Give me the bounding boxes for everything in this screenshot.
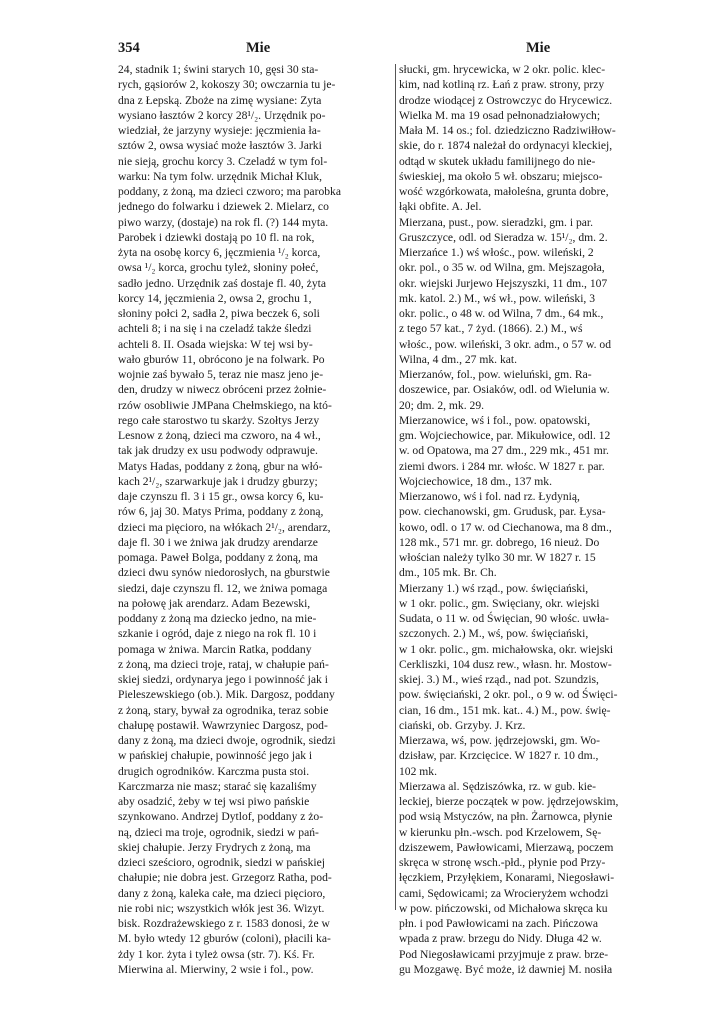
text-line: 20; dm. 2, mk. 29. [399, 398, 485, 412]
text-line: owsa ¹/₂ korca, grochu tyleż, słoniny połeć, [118, 261, 319, 275]
text-line: w pańskiej chałupie, powinność jego jak i [118, 749, 313, 763]
text-line: Mierzawa, wś, pow. jędrzejowski, gm. Wo- [399, 734, 600, 747]
text-line: Pieleszewskiego (ob.). Mik. Dargosz, poddany [118, 688, 335, 702]
text-line: łąki obfite. A. Jel. [399, 200, 482, 214]
header-keyword-left: Mie [246, 40, 271, 56]
text-line: Karczmarza nie masz; starać się kazaliśmy [118, 779, 317, 793]
text-line: okr. pol., o 35 w. od Wilna, gm. Mejszagoła, [399, 261, 605, 275]
text-line: piwo warzy, (dostaje) na rok fl. (?) 144 myta. [118, 215, 329, 229]
text-line: słucki, gm. hrycewicka, w 2 okr. polic. klec- [399, 63, 606, 76]
text-line: dzieci sześcioro, ogrodnik, siedzi w pańskiej [118, 856, 326, 869]
text-line: w pow. pińczowski, od Michałowa skręca ku [399, 901, 608, 915]
text-line: wpada z praw. brzegu do Nidy. Długa 42 w. [399, 932, 602, 946]
text-line: rzów osobliwie JMPana Chełmskiego, na któ- [118, 398, 332, 412]
text-line: skiej chałupie. Jerzy Frydrych z żoną, ma [118, 840, 311, 854]
text-line: tak jak drudzy ex usu podwody odprawuje. [118, 444, 318, 458]
text-line: w 1 okr. polic., gm. Swięciany, okr. wiejski [399, 596, 600, 610]
text-line: wojnie zaś bywało 5, teraz nie masz jeno je- [118, 368, 324, 381]
text-line: den, drudzy w niwecz obróceni przez żołnie- [118, 383, 327, 397]
text-line: w. od Opatowa, ma 27 dm., 229 mk., 451 mr. [399, 444, 609, 458]
text-line: korcy 14, jęczmienia 2, owsa 2, grochu 1, [118, 291, 312, 305]
text-line: na połowę jak arendarz. Adam Bezewski, [118, 596, 311, 610]
text-line: skręca w stronę wsch.-płd., płynie pod Przy- [399, 856, 606, 869]
text-line: Mała M. 14 os.; fol. dziedziczno Radziwiłłow- [399, 124, 616, 137]
text-line: daje czynszu fl. 3 i 15 gr., owsa korcy 6, ku- [118, 490, 324, 503]
left-text-column [118, 62, 392, 977]
text-line: jednego do folwarku i dziewek 2. Mielarz, co [118, 200, 329, 214]
text-line: dany z żoną, kaleka całe, ma dzieci pięcioro, [118, 886, 326, 900]
text-line: szynkowano. Andrzej Dytlof, poddany z żo- [118, 810, 324, 824]
text-line: rego całe starostwo tu skarży. Szołtys Jerzy [118, 413, 320, 427]
text-line: słoniny połci 2, sadła 2, piwa beczek 6, soli [118, 307, 320, 320]
text-line: Parobek i dziewki dostają po 10 fl. na rok, [118, 230, 315, 244]
text-line: kowo, odl. o 17 w. od Ciechanowa, ma 8 dm., [399, 520, 612, 534]
text-line: rych, gąsiorów 2, kokoszy 30; owczarnia tu je- [118, 78, 336, 92]
text-line: wość wzgórkowata, małoleśna, grunta dobre, [399, 185, 609, 198]
text-line: Mierwina al. Mierwiny, 2 wsie i fol., pow. [118, 962, 314, 976]
text-line: skiej. 3.) M., wieś rząd., nad pot. Szundzis, [399, 673, 599, 686]
text-line: kim, nad kotliną rz. Łań z praw. strony, przy [399, 78, 605, 92]
text-line: wało gburów 11, obrócono je na folwark. Po [118, 352, 325, 366]
text-line: warku: Na tym folw. urzędnik Michał Kluk, [118, 169, 323, 183]
text-line: Mierzany 1.) wś rząd., pow. święciański, [399, 581, 589, 595]
text-line: doszewice, par. Osiaków, odl. od Wielunia w. [399, 383, 610, 397]
text-line: gu Mozgawę. Być może, iż dawniej M. nosiła [399, 962, 613, 976]
text-line: achteli 8; i na się i na czeladź także śledzi [118, 322, 312, 336]
text-line: rów 6, jaj 30. Matys Prima, poddany z żoną, [118, 505, 324, 519]
text-line: szkanie i ogród, daje z niego na rok fl. 10 i [118, 627, 317, 641]
text-line: dna z Łepską. Zboże na zimę wysiane: Zyta [118, 93, 322, 107]
text-line: pow. święciański, 2 okr. pol., o 9 w. od Święci- [399, 688, 618, 702]
text-line: dzieci dwu synów niedorosłych, na gburstwie [118, 566, 330, 580]
text-line: Sudata, o 11 w. od Święcian, 90 włośc. uwła- [399, 612, 610, 625]
text-line: cian, 16 dm., 151 mk. kat.. 4.) M., pow. świę- [399, 703, 611, 717]
text-line: chałupę postawił. Wawrzyniec Dargosz, pod- [118, 718, 328, 732]
text-line: chałupie; nie dobra jest. Grzegorz Ratha, pod- [118, 871, 332, 885]
text-line: świeskiej, ma około 5 wł. obszaru; miejsco- [399, 169, 603, 183]
text-line: mk. katol. 2.) M., wś wł., pow. wileński, 3 [399, 291, 596, 305]
text-line: w 1 okr. polic., gm. michałowska, okr. wiejski [399, 642, 614, 656]
text-line: kach 2¹/₂, szarwarkuje jak i drudzy gburzy; [118, 474, 318, 488]
text-line: łęczkiem, Przyłękiem, Konarami, Niegosławi- [399, 871, 615, 885]
text-line: dziszewem, Pawłowicami, Mierzawą, poczem [399, 840, 614, 854]
text-line: żyta na osobę korcy 6, jęczmienia ¹/₂ korca, [118, 246, 321, 259]
text-line: pomaga w żniwa. Marcin Ratka, poddany [118, 642, 312, 656]
text-line: Mierzanowice, wś i fol., pow. opatowski, [399, 413, 591, 427]
text-line: 24, stadnik 1; świni starych 10, gęsi 30 sta- [118, 63, 319, 76]
text-line: Wilna, 4 dm., 27 mk. kat. [399, 352, 518, 366]
text-line: płn. i pod Pawłowicami na zach. Pińczowa [399, 917, 598, 930]
text-line: okr. wiejski Jurjewo Hejszyszki, 11 dm., 107 [399, 276, 608, 290]
text-line: M. było wtedy 12 gburów (coloni), płacili ka- [118, 932, 331, 946]
text-line: drugich ogrodników. Karczma pusta stoi. [118, 764, 310, 778]
text-line: 102 mk. [399, 764, 438, 778]
text-line: daje fl. 30 i we żniwa jak drudzy arendarze [118, 535, 318, 549]
text-line: okr. polic., o 48 w. od Wilna, 7 dm., 64 mk., [399, 307, 604, 320]
header-keyword-right: Mie [526, 40, 551, 56]
text-line: Wielka M. ma 19 osad pełnonadziałowych; [399, 108, 601, 122]
text-line: dzisław, par. Krzcięcice. W 1827 r. 10 dm., [399, 749, 599, 763]
text-line: gm. Wojciechowice, par. Mikułowice, odl. 12 [399, 429, 611, 442]
text-line: poddany z żoną ma dziecko jedno, na mie- [118, 612, 317, 625]
text-line: szczonych. 2.) M., wś, pow. święciański, [399, 627, 589, 641]
text-line: wiedział, że jarzyny wysieje: jęczmienia ła- [118, 124, 321, 137]
text-line: Gruszczyce, odl. od Sieradza w. 15¹/₂, dm. 2. [399, 230, 608, 244]
text-line: Mierzawa al. Sędziszówka, rz. w gub. kie- [399, 779, 597, 793]
text-line: włośc., pow. wileński, 3 okr. adm., o 57 w. od [399, 337, 611, 351]
text-line: pow. ciechanowski, gm. Grudusk, par. Łysa- [399, 505, 606, 519]
text-line: wysiano łasztów 2 korcy 28¹/₂. Urzędnik po- [118, 108, 326, 122]
text-line: siedzi, daje czynszu fl. 12, we żniwa pomaga [118, 581, 328, 595]
text-line: z tego 57 kat., 7 żyd. (1866). 2.) M., wś [399, 322, 583, 336]
text-line: sztów 2, owsa wysiać może łasztów 3. Jarki [118, 139, 322, 153]
text-line: ną, dzieci ma troje, ogrodnik, siedzi w pań- [118, 825, 319, 839]
text-line: poddany, z żoną, ma dzieci czworo; ma parobka [118, 185, 341, 198]
text-line: pomaga. Paweł Bolga, poddany z żoną, ma [118, 551, 318, 564]
text-line: drodze wiodącej z Ostrowczyc do Hrycewicz. [399, 93, 613, 107]
text-line: sadło jedno. Urzędnik zaś dostaje fl. 40, żyta [118, 276, 326, 290]
text-line: skie, do r. 1874 należał do ordynacyi kleckiej, [399, 139, 613, 153]
text-line: Mierzanów, fol., pow. wieluński, gm. Ra- [399, 368, 592, 381]
text-line: Mierzana, pust., pow. sieradzki, gm. i par. [399, 215, 594, 229]
text-line: dzieci ma pięcioro, na włókach 2¹/₂, arendarz, [118, 520, 331, 534]
text-line: Cerkliszki, 104 dusz rew., własn. hr. Mostow- [399, 657, 612, 671]
text-line: bisk. Rozdrażewskiego z r. 1583 donosi, że w [118, 917, 330, 930]
page-number: 354 [118, 40, 140, 56]
text-line: ziemi dwors. i 284 mr. włośc. W 1827 r. par. [399, 459, 605, 473]
text-line: pod wsią Mstyczów, na płn. Żarnowca, płynie [399, 810, 613, 824]
text-line: żdy 1 kor. żyta i tyleż owsa (str. 7). Kś. Fr. [118, 947, 315, 961]
text-line: 128 mk., 571 mr. gr. dobrego, 16 nieuż. Do [399, 535, 600, 549]
running-header [118, 40, 620, 58]
text-line: achteli 8. II. Osada wiejska: W tej wsi by- [118, 337, 313, 351]
text-line: w kierunku płn.-wsch. pod Krzelowem, Sę- [399, 825, 602, 839]
text-line: Mierzanowo, wś i fol. nad rz. Łydynią, [399, 490, 580, 503]
right-text-column [399, 62, 675, 977]
text-line: Lesnow z żoną, dzieci ma czworo, na 4 wł., [118, 429, 321, 442]
text-line: odtąd w skutek układu familijnego do nie- [399, 154, 596, 168]
text-line: Matys Hadas, poddany z żoną, gbur na włó- [118, 459, 323, 473]
text-line: aby osadzić, żeby w tej wsi piwo pańskie [118, 795, 310, 808]
text-line: ciański, ob. Grzyby. J. Krz. [399, 718, 526, 732]
text-line: nie robi nic; wszystkich włók jest 36. Wizyt. [118, 901, 325, 915]
text-line: z żoną, stary, bywał za ogrodnika, teraz sobie [118, 703, 329, 717]
text-line: z żoną, ma dzieci troje, rataj, w chałupie pań- [118, 657, 329, 671]
text-line: dany z żoną, ma dzieci dwoje, ogrodnik, siedzi [118, 734, 336, 747]
text-line: włościan należy tylko 30 mr. W 1827 r. 15 [399, 551, 596, 564]
text-line: dm., 105 mk. Br. Ch. [399, 566, 497, 580]
text-line: nie sieją, grochu korcy 3. Czeladź w tym fol- [118, 154, 328, 168]
text-line: Wojciechowice, 18 dm., 137 mk. [399, 474, 552, 488]
text-line: skiej siedzi, ordynarya jego i powinność jak i [118, 673, 328, 686]
text-line: cami, Sędowicami; za Wrocieryżem wchodzi [399, 886, 609, 900]
column-divider [395, 64, 396, 910]
text-line: Mierzańce 1.) wś włośc., pow. wileński, 2 [399, 246, 594, 259]
text-line: Pod Niegosławicami przyjmuje z praw. brze- [399, 947, 609, 961]
text-line: leckiej, bierze początek w pow. jędrzejowskim, [399, 795, 619, 808]
